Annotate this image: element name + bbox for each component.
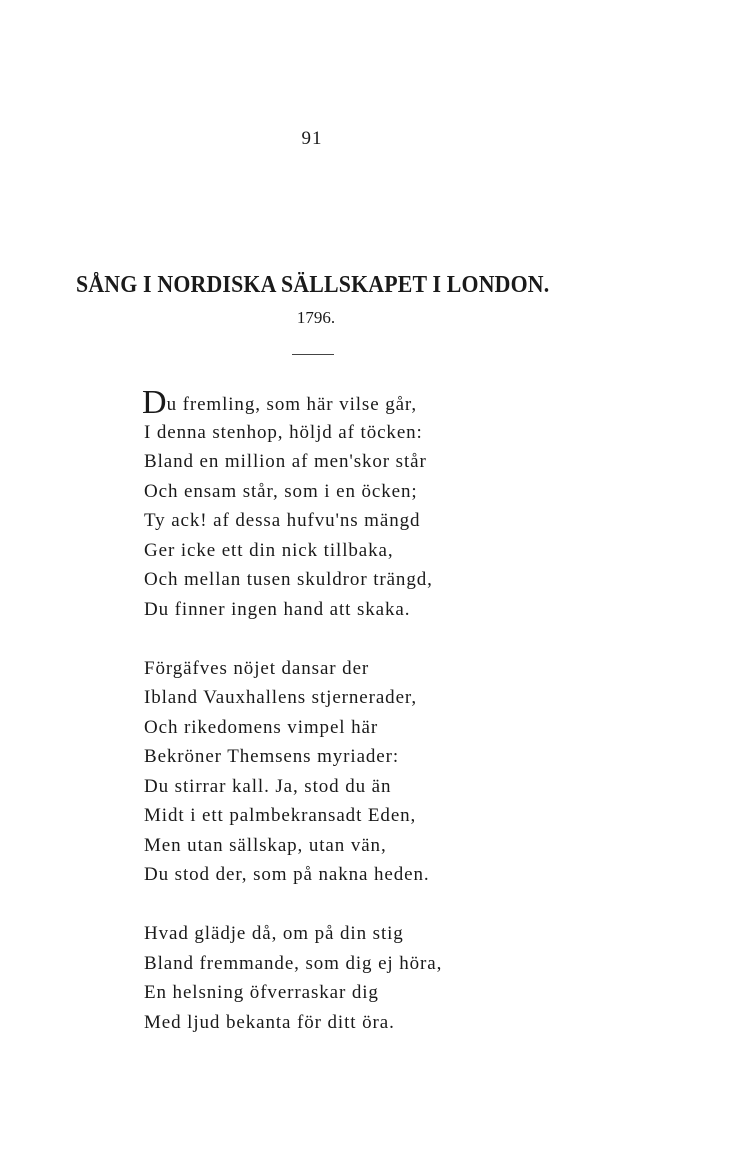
poem-line: Hvad glädje då, om på din stig [144, 923, 404, 944]
stanza-1 [142, 384, 584, 624]
poem-line: Och ensam står, som i en öcken; [144, 480, 418, 502]
poem-line: Du stirrar kall. Ja, stod du än [144, 775, 392, 797]
poem-line: Ty ack! af dessa hufvu'ns mängd [144, 510, 421, 531]
poem-line: Ibland Vauxhallens stjernerader, [144, 687, 418, 708]
poem-line: I denna stenhop, höljd af töcken: [144, 421, 423, 443]
poem-line: Bland fremmande, som dig ej höra, [144, 952, 443, 974]
poem-line: Bekröner Themsens myriader: [144, 746, 400, 767]
stanza-2 [144, 654, 584, 890]
poem-line: Och mellan tusen skuldror trängd, [144, 569, 433, 590]
poem-line: Och rikedomens vimpel här [144, 716, 379, 738]
poem-year: 1796. [296, 308, 336, 327]
stanza-3 [144, 919, 584, 1037]
poem-line: En helsning öfverraskar dig [144, 982, 379, 1003]
poem-title: SÅNG I NORDISKA SÄLLSKAPET I LONDON. [76, 272, 550, 298]
poem-body [142, 384, 584, 1067]
drop-cap: D [142, 384, 167, 421]
poem-line: Förgäfves nöjet dansar der [144, 657, 370, 679]
title-divider [292, 354, 334, 355]
poem-line [142, 384, 584, 421]
poem-line: Med ljud bekanta för ditt öra. [144, 1011, 395, 1033]
poem-line: Du stod der, som på nakna heden. [144, 864, 430, 885]
poem-line: Bland en million af men'skor står [144, 451, 427, 472]
page-number: 91 [301, 128, 323, 149]
first-line-text: u fremling, som här vilse går, [166, 394, 418, 415]
poem-line: Ger icke ett din nick tillbaka, [144, 539, 394, 561]
poem-line: Midt i ett palmbekransadt Eden, [144, 805, 417, 826]
poem-line: Men utan sällskap, utan vän, [144, 834, 387, 856]
poem-line: Du finner ingen hand att skaka. [144, 598, 411, 620]
